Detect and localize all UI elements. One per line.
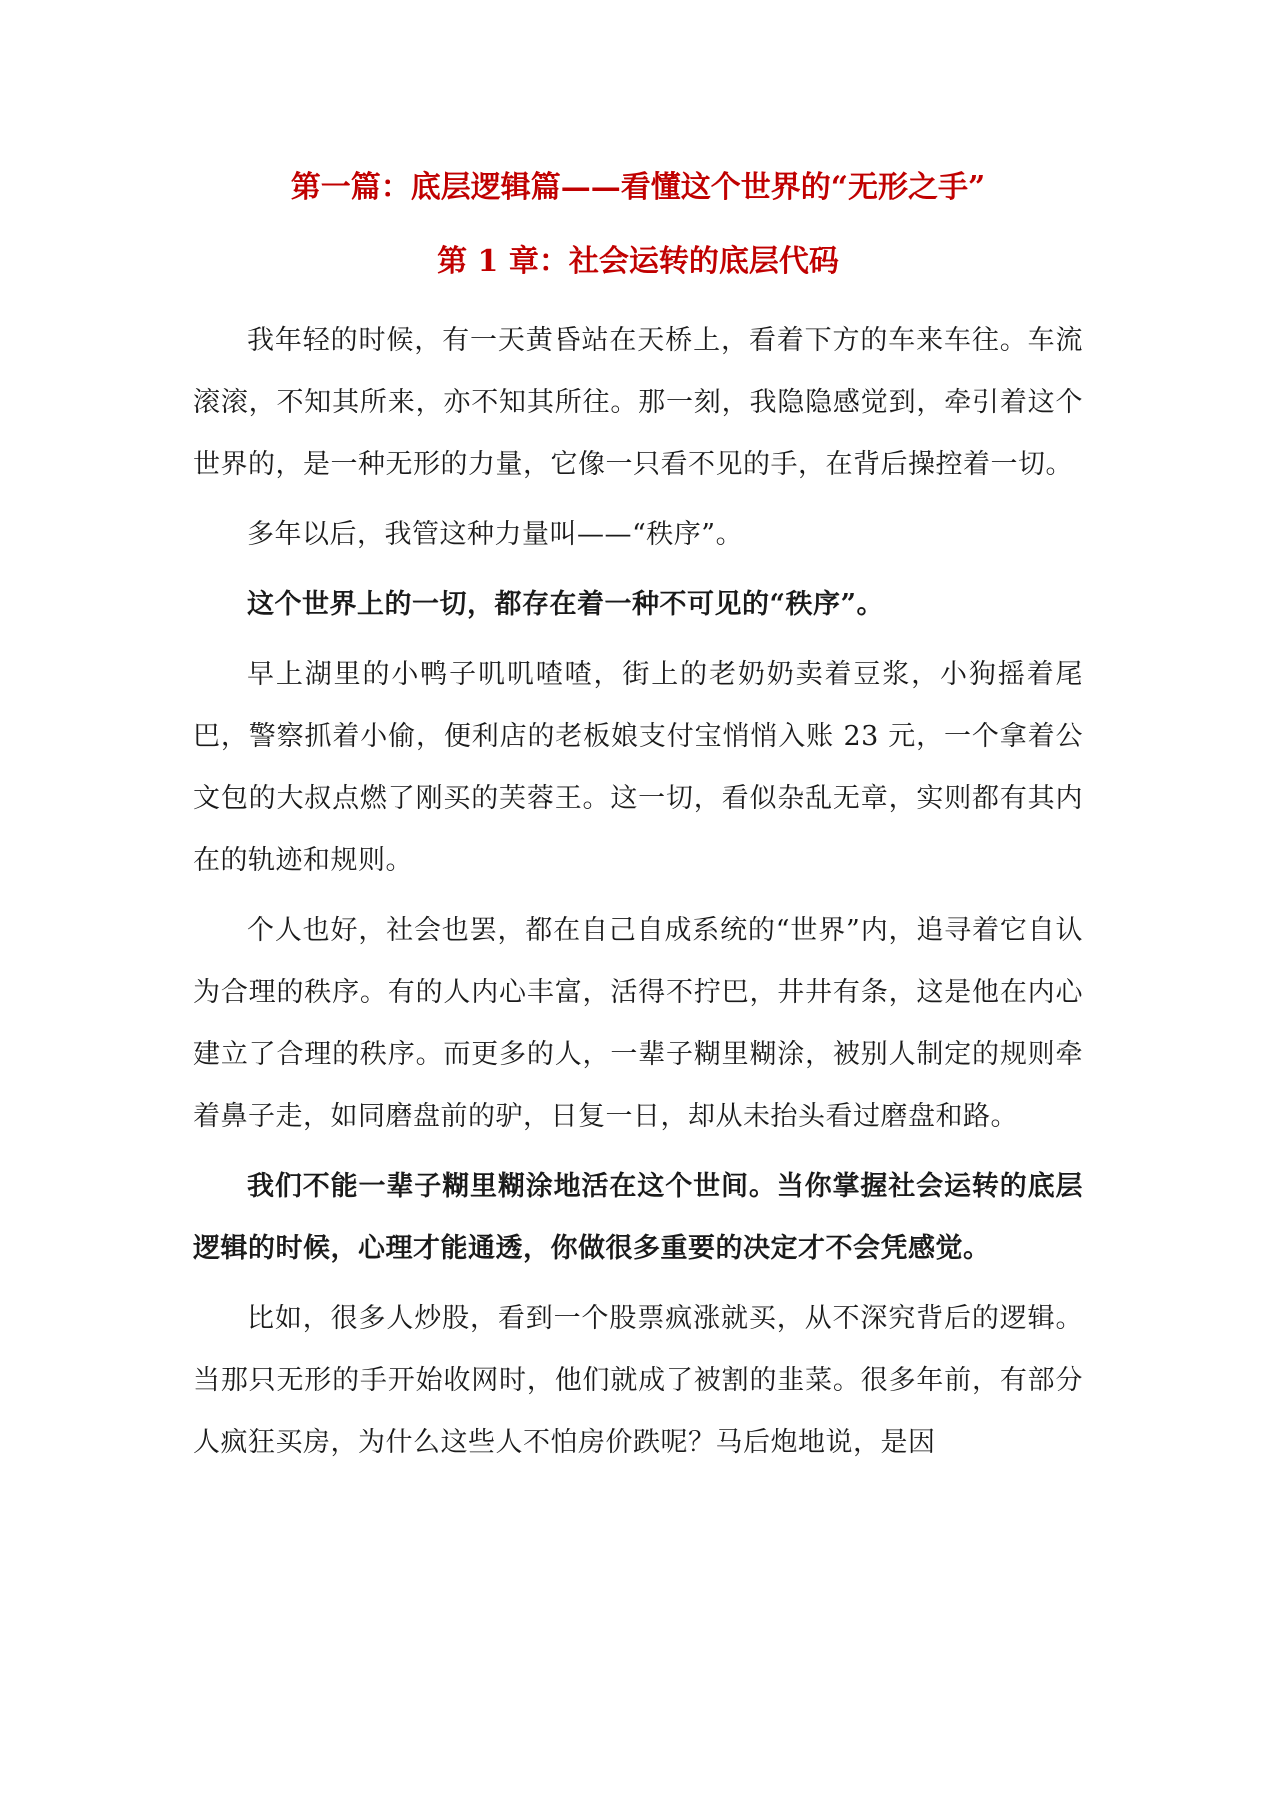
page-content	[193, 168, 1083, 1482]
paragraph: 多年以后，我管这种力量叫——“秩序”。	[247, 519, 744, 550]
paragraph: 这个世界上的一切，都存在着一种不可见的“秩序”。	[247, 589, 885, 620]
paragraph: 个人也好，社会也罢，都在自己自成系统的“世界”内，追寻着它自认为合理的秩序。有的人内心丰富，活得不拧巴，井井有条，这是他在内心建立了合理的秩序。而更多的人，一辈子糊里糊涂，被别人制定的规则牵着鼻子走，如同磨盘前的驴，日复一日，却从未抬头看过磨盘和路。	[193, 915, 1083, 1132]
paragraph: 比如，很多人炒股，看到一个股票疯涨就买，从不深究背后的逻辑。当那只无形的手开始收网时，他们就成了被割的韭菜。很多年前，有部分人疯狂买房，为什么这些人不怕房价跌呢？马后炮地说，是因	[193, 1303, 1083, 1458]
chapter-title: 第 1 章：社会运转的底层代码	[437, 244, 839, 279]
part-title: 第一篇：底层逻辑篇——看懂这个世界的“无形之手”	[290, 170, 986, 205]
paragraph: 我们不能一辈子糊里糊涂地活在这个世间。当你掌握社会运转的底层逻辑的时候，心理才能通透，你做很多重要的决定才不会凭感觉。	[193, 1171, 1083, 1264]
paragraph: 我年轻的时候，有一天黄昏站在天桥上，看着下方的车来车往。车流滚滚，不知其所来，亦不知其所往。那一刻，我隐隐感觉到，牵引着这个世界的，是一种无形的力量，它像一只看不见的手，在背后操控着一切。	[193, 325, 1083, 480]
paragraph: 早上湖里的小鸭子叽叽喳喳，街上的老奶奶卖着豆浆，小狗摇着尾巴，警察抓着小偷，便利店的老板娘支付宝悄悄入账 23 元，一个拿着公文包的大叔点燃了刚买的芙蓉王。这一切，看似杂乱无章，实则都有其内在的轨迹和规则。	[193, 659, 1083, 876]
